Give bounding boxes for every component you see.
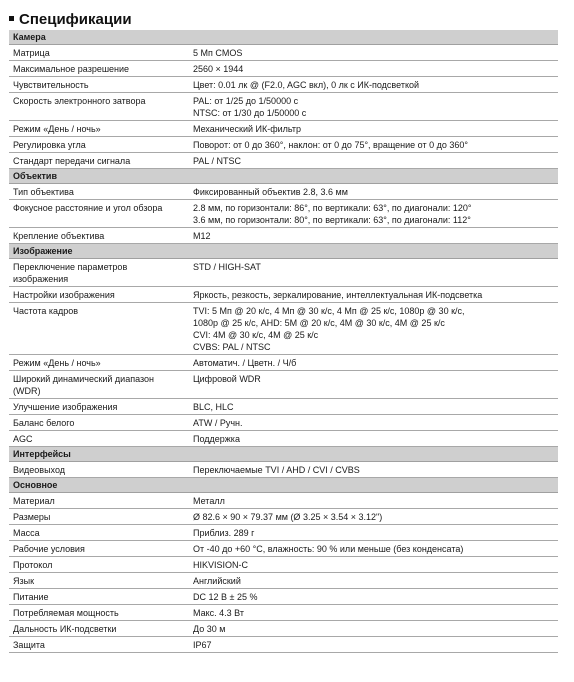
spec-label [9,371,189,399]
section-header-row [9,447,558,462]
spec-label [9,259,189,287]
spec-value [189,525,558,541]
spec-row [9,573,558,589]
spec-value-line: Приблиз. 289 г [193,528,255,538]
spec-value [189,415,558,431]
spec-value-line: 1080p @ 25 к/с, AHD: 5М @ 20 к/с, 4М @ 30 к/с, 4М @ 25 к/с [193,318,445,328]
page-title [9,10,132,30]
spec-value-line: PAL: от 1/25 до 1/50000 с [193,96,299,106]
spec-value-line: STD / HIGH-SAT [193,262,261,272]
spec-value-line: BLC, HLC [193,402,234,412]
spec-row [9,493,558,509]
spec-label-line: Переключение параметров [13,262,128,272]
spec-value [189,153,558,169]
spec-value [189,287,558,303]
spec-value-line: HIKVISION-C [193,560,249,570]
spec-label: Максимальное разрешение [9,61,189,77]
spec-value-line: Ø 82.6 × 90 × 79.37 мм (Ø 3.25 × 3.54 × 3.12") [193,512,383,522]
spec-value [189,493,558,509]
spec-value [189,541,558,557]
spec-row [9,621,558,637]
spec-value [189,93,558,121]
spec-value [189,77,558,93]
spec-value [189,259,558,287]
spec-value-line: До 30 м [193,624,226,634]
spec-row [9,605,558,621]
spec-value-line: От -40 до +60 °С, влажность: 90 % или меньше (без конденсата) [193,544,464,554]
spec-label: Чувствительность [9,77,189,93]
spec-value [189,509,558,525]
spec-value-line: NTSC: от 1/30 до 1/50000 с [193,108,307,118]
spec-value [189,121,558,137]
spec-row [9,259,558,287]
spec-row [9,557,558,573]
spec-row [9,355,558,371]
spec-label: Скорость электронного затвора [9,93,189,121]
spec-value [189,621,558,637]
spec-value [189,462,558,478]
spec-label: Матрица [9,45,189,61]
spec-value-line: Фиксированный объектив 2.8, 3.6 мм [193,187,348,197]
spec-label: Язык [9,573,189,589]
spec-label: Потребляемая мощность [9,605,189,621]
spec-value [189,61,558,77]
spec-row [9,77,558,93]
spec-row [9,525,558,541]
spec-label: AGC [9,431,189,447]
spec-value-line: 3.6 мм, по горизонтали: 80°, по вертикали: 63°, по диагонали: 112° [193,215,471,225]
spec-value [189,355,558,371]
spec-label: Дальность ИК-подсветки [9,621,189,637]
spec-value-line: Металл [193,496,225,506]
spec-value-line: 2560 × 1944 [193,64,244,74]
spec-value [189,200,558,228]
spec-row [9,415,558,431]
spec-value-line: Автоматич. / Цветн. / Ч/б [193,358,297,368]
section-heading: Основное [9,478,558,493]
spec-value [189,137,558,153]
spec-value [189,399,558,415]
spec-row [9,228,558,244]
page-title-text: Спецификации [19,11,132,28]
spec-value-line: Поддержка [193,434,240,444]
spec-value-line: IP67 [193,640,212,650]
spec-row [9,541,558,557]
spec-label: Частота кадров [9,303,189,355]
spec-value [189,573,558,589]
spec-value-line: Поворот: от 0 до 360°, наклон: от 0 до 75°, вращение от 0 до 360° [193,140,468,150]
spec-row [9,184,558,200]
spec-value-line: 5 Мп CMOS [193,48,243,58]
spec-label: Стандарт передачи сигнала [9,153,189,169]
spec-value [189,605,558,621]
spec-row [9,121,558,137]
spec-label: Защита [9,637,189,653]
spec-value-line: Макс. 4.3 Вт [193,608,244,618]
spec-row [9,637,558,653]
spec-value [189,303,558,355]
spec-value-line: Механический ИК-фильтр [193,124,301,134]
section-heading: Объектив [9,169,558,184]
spec-value-line: Цвет: 0.01 лк @ (F2.0, AGC вкл), 0 лк с ИК-подсветкой [193,80,420,90]
spec-value-line: CVI: 4М @ 30 к/с, 4М @ 25 к/с [193,330,319,340]
title-bullet-icon [9,16,14,21]
spec-label: Размеры [9,509,189,525]
spec-label: Фокусное расстояние и угол обзора [9,200,189,228]
spec-label: Настройки изображения [9,287,189,303]
spec-value-line: Переключаемые TVI / AHD / CVI / CVBS [193,465,360,475]
spec-value-line: M12 [193,231,211,241]
spec-value-line: Английский [193,576,241,586]
spec-value [189,45,558,61]
spec-label: Тип объектива [9,184,189,200]
spec-row [9,137,558,153]
section-header-row [9,478,558,493]
spec-value [189,228,558,244]
spec-row [9,509,558,525]
spec-value [189,431,558,447]
spec-label: Регулировка угла [9,137,189,153]
spec-value-line: CVBS: PAL / NTSC [193,342,271,352]
specifications-table [9,30,558,653]
spec-label: Баланс белого [9,415,189,431]
spec-value-line: DC 12 В ± 25 % [193,592,258,602]
spec-label: Протокол [9,557,189,573]
spec-value [189,637,558,653]
section-header-row [9,169,558,184]
spec-row [9,303,558,355]
spec-row [9,371,558,399]
section-heading: Интерфейсы [9,447,558,462]
spec-row [9,462,558,478]
spec-row [9,431,558,447]
spec-row [9,153,558,169]
spec-value-line: Цифровой WDR [193,374,261,384]
spec-label: Режим «День / ночь» [9,121,189,137]
spec-value-line: ATW / Ручн. [193,418,243,428]
spec-value [189,557,558,573]
spec-label: Улучшение изображения [9,399,189,415]
spec-value-line: Яркость, резкость, зеркалирование, интеллектуальная ИК-подсветка [193,290,483,300]
spec-row [9,45,558,61]
spec-row [9,399,558,415]
spec-label-line: Широкий динамический диапазон [13,374,154,384]
spec-row [9,200,558,228]
spec-value [189,184,558,200]
spec-row [9,287,558,303]
spec-row [9,589,558,605]
spec-row [9,93,558,121]
spec-row [9,61,558,77]
spec-label: Материал [9,493,189,509]
spec-label: Видеовыход [9,462,189,478]
specifications-table-body [9,30,558,653]
spec-label: Крепление объектива [9,228,189,244]
section-header-row [9,244,558,259]
spec-label: Рабочие условия [9,541,189,557]
spec-value-line: 2.8 мм, по горизонтали: 86°, по вертикали: 63°, по диагонали: 120° [193,203,472,213]
spec-label: Режим «День / ночь» [9,355,189,371]
spec-value-line: TVI: 5 Мп @ 20 к/с, 4 Мп @ 30 к/с, 4 Мп @ 25 к/с, 1080p @ 30 к/с, [193,306,465,316]
spec-value [189,371,558,399]
spec-label-line: изображения [13,274,69,284]
section-heading: Изображение [9,244,558,259]
spec-label: Питание [9,589,189,605]
spec-label: Масса [9,525,189,541]
spec-value [189,589,558,605]
spec-label-line: (WDR) [13,386,41,396]
section-header-row [9,30,558,45]
section-heading: Камера [9,30,558,45]
spec-value-line: PAL / NTSC [193,156,242,166]
